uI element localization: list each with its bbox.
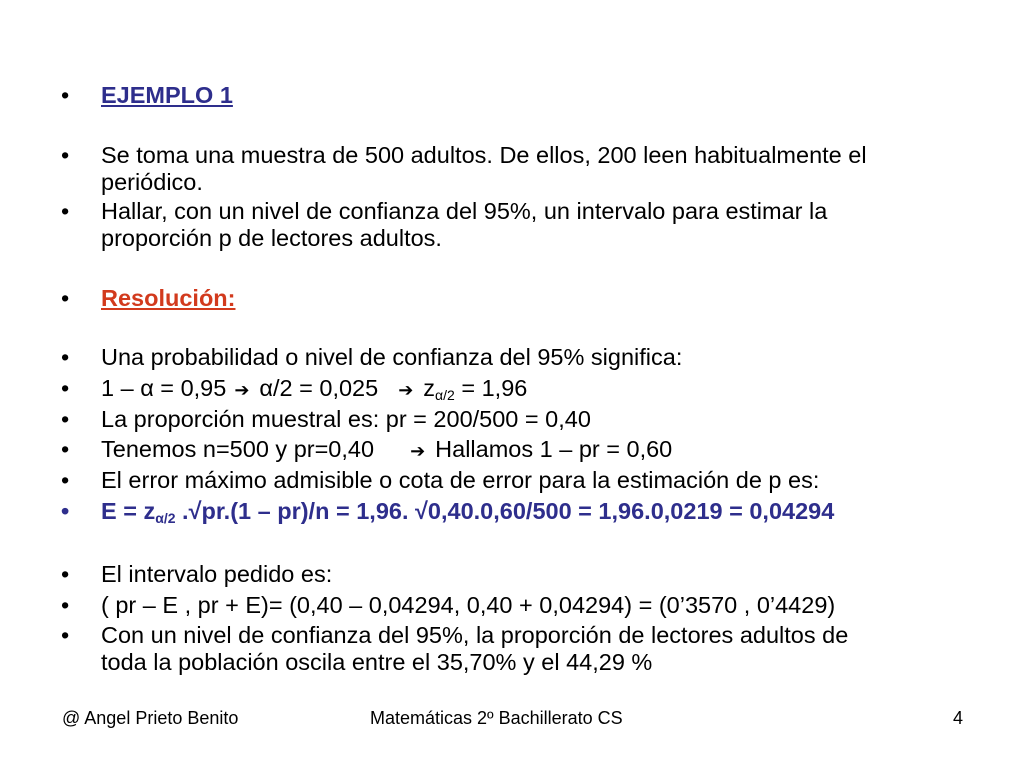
sample-statement-line1: Se toma una muestra de 500 adultos. De ellos, 200 leen habitualmente el [101, 142, 867, 168]
formula-rest: .√pr.(1 – pr)/n = 1,96. √0,40.0,60/500 = 1,96.0,0219 = 0,04294 [175, 498, 835, 524]
example-heading: EJEMPLO 1 [101, 82, 233, 108]
sample-proportion-text: La proporción muestral es: pr = 200/500 = 0,40 [101, 406, 591, 432]
bullet: • [61, 142, 70, 168]
alpha-text [101, 375, 961, 404]
conclusion-text [101, 622, 961, 676]
z-value: = 1,96 [454, 375, 528, 401]
interval-calculation-text: ( pr – E , pr + E)= (0,40 – 0,04294, 0,40 + 0,04294) = (0’3570 , 0’4429) [101, 592, 836, 618]
z-symbol: z [423, 375, 436, 401]
bullet: • [61, 375, 70, 401]
alpha-part2: α/2 = 0,025 [259, 375, 379, 401]
z-subscript: α/2 [435, 387, 455, 403]
task-statement [101, 198, 961, 252]
resolution-heading: Resolución: [101, 285, 236, 311]
bullet: • [61, 82, 70, 108]
sample-statement [101, 142, 961, 196]
bullet: • [61, 406, 70, 432]
bullet: • [61, 561, 70, 587]
bullet: • [61, 498, 70, 524]
bullet: • [61, 436, 70, 462]
max-error-text: El error máximo admisible o cota de error para la estimación de p es: [101, 467, 820, 493]
formula-subscript: α/2 [155, 510, 176, 526]
bullet: • [61, 198, 70, 224]
arrow-right-icon: ➔ [234, 380, 250, 400]
interval-heading-text: El intervalo pedido es: [101, 561, 333, 587]
footer-course: Matemáticas 2º Bachillerato CS [370, 708, 623, 728]
task-statement-line1: Hallar, con un nivel de confianza del 95%, un intervalo para estimar la [101, 198, 828, 224]
bullet: • [61, 467, 70, 493]
probability-text: Una probabilidad o nivel de confianza del 95% significa: [101, 344, 683, 370]
given-values-text [101, 436, 961, 465]
bullet: • [61, 344, 70, 370]
footer-author: @ Angel Prieto Benito [62, 708, 239, 728]
footer-page-number: 4 [953, 708, 964, 728]
conclusion-line1: Con un nivel de confianza del 95%, la proporción de lectores adultos de [101, 622, 849, 648]
bullet: • [61, 285, 70, 311]
arrow-right-icon: ➔ [398, 380, 414, 400]
bullet: • [61, 592, 70, 618]
given-values-part1: Tenemos n=500 y pr=0,40 [101, 436, 375, 462]
conclusion-line2: toda la población oscila entre el 35,70% y el 44,29 % [101, 649, 653, 675]
alpha-part1: 1 – α = 0,95 [101, 375, 227, 401]
bullet: • [61, 622, 70, 648]
given-values-part2: Hallamos 1 – pr = 0,60 [435, 436, 673, 462]
formula-lead: E = z [101, 498, 156, 524]
sample-statement-line2: periódico. [101, 169, 203, 195]
error-formula [101, 498, 961, 525]
task-statement-line2: proporción p de lectores adultos. [101, 225, 442, 251]
arrow-right-icon: ➔ [410, 441, 426, 461]
